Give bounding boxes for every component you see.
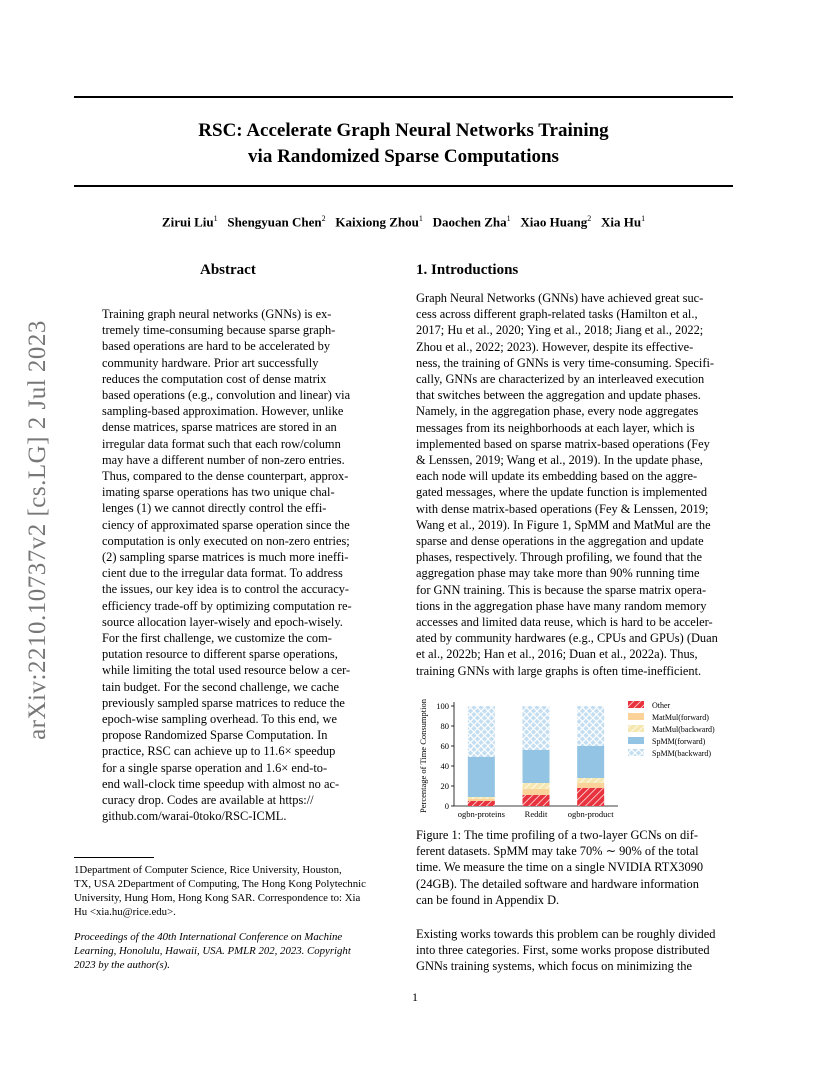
stacked-bar-chart	[418, 690, 734, 824]
text-line: reduces the computation cost of dense matrix	[102, 371, 327, 386]
text-line: TX, USA 2Department of Computing, The Hong Kong Polytechnic	[74, 878, 366, 890]
abstract-body	[102, 306, 367, 825]
existing-works-paragraph	[416, 926, 734, 975]
text-line: implemented based on sparse matrix-based operations (Fey	[416, 436, 710, 451]
figure-1-caption	[416, 827, 734, 908]
text-line: putation resource to different sparse operations,	[102, 647, 338, 662]
text-line: GNNs training systems, which focus on minimizing the	[416, 959, 693, 974]
x-tick-label: ogbn-product	[567, 809, 614, 819]
bar-segment	[468, 757, 495, 797]
y-tick-label: 40	[440, 761, 449, 771]
bar-segment	[523, 750, 550, 783]
y-tick-label: 0	[444, 801, 449, 811]
bar-segment	[577, 778, 604, 783]
legend-label: SpMM(forward)	[652, 737, 706, 746]
author-name: Zirui Liu	[161, 214, 214, 230]
arxiv-identifier: arXiv:2210.10737v2 [cs.LG] 2 Jul 2023	[24, 320, 51, 740]
text-line: cient due to the irregular data format. To address	[102, 566, 343, 581]
text-line: Thus, compared to the dense counterpart, approx-	[102, 469, 349, 484]
text-line: training GNNs with large graphs is often time-inefficient.	[416, 663, 702, 678]
text-line: curacy drop. Codes are available at https://	[102, 793, 314, 808]
bar-segment	[577, 788, 604, 806]
intro-body	[416, 290, 734, 679]
text-line: with dense matrix-based operations (Fey & Lenssen, 2019;	[416, 501, 709, 516]
text-line: epoch-wise sampling overhead. To this end, we	[102, 712, 337, 727]
legend-label: MatMul(backward)	[652, 725, 715, 734]
text-line: the issues, our key idea is to control the accuracy-	[102, 582, 350, 597]
text-line: github.com/warai-0toko/RSC-ICML.	[102, 809, 287, 824]
text-line: phases, respectively. Through profiling, we found that the	[416, 550, 702, 565]
text-line: Proceedings of the 40th International Conference on Machine	[74, 931, 343, 943]
text-line: community hardware. Prior art successfully	[102, 355, 319, 370]
legend-label: Other	[652, 701, 671, 710]
bar-segment	[468, 797, 495, 799]
text-line: efficiency trade-off by optimizing computation re-	[102, 598, 352, 613]
legend-swatch	[628, 749, 644, 756]
legend-swatch	[628, 725, 644, 732]
text-line: each node will update its embedding based on the aggre-	[416, 469, 698, 484]
text-line: sparse and dense operations in the aggregation and update	[416, 534, 704, 549]
text-line: Learning, Honolulu, Hawaii, USA. PMLR 202, 2023. Copyright	[74, 945, 351, 957]
bar-segment	[523, 783, 550, 789]
text-line: messages from its neighborhoods at each layer, which is	[416, 420, 695, 435]
author-name: Xiao Huang	[520, 214, 588, 230]
text-line: irregular data format such that each row/column	[102, 436, 341, 451]
text-line: practice, RSC can achieve up to 11.6× speedup	[102, 744, 336, 759]
x-tick-label: Reddit	[524, 809, 548, 819]
text-line: & Lenssen, 2019; Wang et al., 2019). In the update phase,	[416, 453, 703, 468]
title-line: RSC: Accelerate Graph Neural Networks Training	[198, 120, 609, 141]
text-line: while limiting the total used resource below a cer-	[102, 663, 351, 678]
bar-segment	[468, 706, 495, 757]
text-line: University, Hung Hom, Hong Kong SAR. Correspondence to: Xia	[74, 892, 361, 904]
text-line: tions in the aggregation phase have many random memory	[416, 598, 707, 613]
text-line: previously sampled sparse matrices to reduce the	[102, 695, 345, 710]
text-line: propose Randomized Sparse Computation. In	[102, 728, 328, 743]
arxiv-identifier-sidebar	[18, 300, 58, 760]
text-line: For the first challenge, we customize the com-	[102, 631, 332, 646]
y-tick-label: 80	[440, 721, 449, 731]
y-tick-label: 60	[440, 741, 449, 751]
text-line: computation is only executed on non-zero entries;	[102, 533, 350, 548]
title-top-rule	[74, 96, 733, 98]
text-line: (2) sampling sparse matrices is much more ineffi-	[102, 550, 349, 565]
author-name: Xia Hu	[600, 214, 642, 230]
paper-title	[74, 118, 733, 170]
bar-segment	[468, 801, 495, 806]
figure-1-chart	[418, 690, 734, 824]
text-line: cally, GNNs are characterized by an interleaved execution	[416, 372, 705, 387]
text-line: dense matrices, sparse matrices are stored in an	[102, 420, 337, 435]
text-line: (24GB). The detailed software and hardware information	[416, 876, 699, 891]
bar-segment	[523, 706, 550, 750]
author-affiliation: 1	[506, 214, 511, 223]
y-axis-label: Percentage of Time Consumption	[418, 698, 428, 814]
bar-segment	[577, 746, 604, 778]
y-tick-label: 100	[436, 701, 449, 711]
author-name: Shengyuan Chen	[227, 214, 322, 230]
page-number: 1	[412, 990, 418, 1004]
text-line: Figure 1: The time profiling of a two-layer GCNs on dif-	[416, 828, 698, 842]
y-tick-label: 20	[440, 781, 449, 791]
text-line: sampling-based approximation. However, unlike	[102, 404, 344, 419]
author-name: Kaixiong Zhou	[335, 214, 419, 230]
text-line: tremely time-consuming because sparse graph-	[102, 323, 336, 338]
author-affiliation: 1	[418, 214, 423, 223]
text-line: lenges (1) we cannot directly control the effi-	[102, 501, 327, 516]
text-line: Zhou et al., 2022; 2023). However, despite its effective-	[416, 339, 694, 354]
text-line: Graph Neural Networks (GNNs) have achieved great suc-	[416, 291, 704, 305]
text-line: imating sparse operations has two unique chal-	[102, 485, 335, 500]
text-line: Training graph neural networks (GNNs) is ex-	[102, 307, 332, 321]
text-line: Hu <xia.hu@rice.edu>.	[74, 906, 176, 918]
text-line: based operations (e.g., convolution and linear) via	[102, 388, 351, 403]
bar-segment	[577, 706, 604, 746]
author-name: Daochen Zha	[432, 214, 507, 230]
legend-swatch	[628, 737, 644, 744]
bar-segment	[523, 795, 550, 806]
author-affiliation: 1	[213, 214, 218, 223]
text-line: source allocation layer-wisely and epoch-wisely.	[102, 614, 343, 629]
text-line: gated messages, where the update function is implemented	[416, 485, 708, 500]
abstract-heading: Abstract	[200, 262, 256, 278]
text-line: et al., 2022b; Han et al., 2016; Duan et al., 2022a). Thus,	[416, 647, 698, 662]
text-line: ferent datasets. SpMM may take 70% ∼ 90% of the total	[416, 844, 699, 859]
text-line: end wall-clock time speedup with almost no ac-	[102, 776, 340, 791]
text-line: ated by community hardwares (e.g., CPUs and GPUs) (Duan	[416, 631, 718, 646]
text-line: aggregation phase may take more than 90% running time	[416, 566, 700, 581]
author-affiliation: 2	[321, 214, 326, 223]
legend-label: MatMul(forward)	[652, 713, 709, 722]
legend-swatch	[628, 713, 644, 720]
text-line: cess across different graph-related tasks (Hamilton et al.,	[416, 307, 698, 322]
proceedings-note	[74, 930, 396, 972]
legend-label: SpMM(backward)	[652, 749, 712, 758]
text-line: based operations are hard to be accelerated by	[102, 339, 331, 354]
text-line: Wang et al., 2019). In Figure 1, SpMM and MatMul are the	[416, 517, 711, 532]
text-line: that switches between the aggregation and update phases.	[416, 388, 701, 403]
text-line: can be found in Appendix D.	[416, 892, 560, 907]
text-line: Namely, in the aggregation phase, every node aggregates	[416, 404, 699, 419]
text-line: time. We measure the time on a single NVIDIA RTX3090	[416, 860, 704, 875]
author-affiliation: 1	[641, 214, 646, 223]
text-line: for a single sparse operation and 1.6× end-to-	[102, 760, 328, 775]
footnote-rule	[74, 857, 154, 858]
title-line: via Randomized Sparse Computations	[248, 146, 559, 167]
bar-segment	[577, 783, 604, 788]
text-line: tain budget. For the second challenge, we cache	[102, 679, 340, 694]
intro-heading: 1. Introductions	[416, 262, 519, 278]
text-line: ciency of approximated sparse operation since the	[102, 517, 350, 532]
affiliation-footnote	[74, 863, 396, 919]
legend-swatch	[628, 701, 644, 708]
text-line: into three categories. First, some works propose distributed	[416, 943, 710, 958]
text-line: 2017; Hu et al., 2020; Ying et al., 2018; Jiang et al., 2022;	[416, 323, 704, 338]
text-line: accesses and limited data reuse, which is hard to be acceler-	[416, 615, 713, 630]
author-affiliation: 2	[587, 214, 592, 223]
text-line: 1Department of Computer Science, Rice University, Houston,	[74, 864, 342, 876]
x-tick-label: ogbn-proteins	[457, 809, 505, 819]
text-line: may have a different number of non-zero entries.	[102, 452, 345, 467]
bar-segment	[523, 789, 550, 795]
text-line: 2023 by the author(s).	[74, 959, 170, 971]
text-line: ness, the training of GNNs is very time-consuming. Specifi-	[416, 355, 715, 370]
text-line: for GNN training. This is because the sparse matrix opera-	[416, 582, 707, 597]
title-bottom-rule	[74, 185, 733, 187]
author-list	[74, 214, 733, 230]
text-line: Existing works towards this problem can be roughly divided	[416, 927, 716, 941]
bar-segment	[468, 799, 495, 801]
